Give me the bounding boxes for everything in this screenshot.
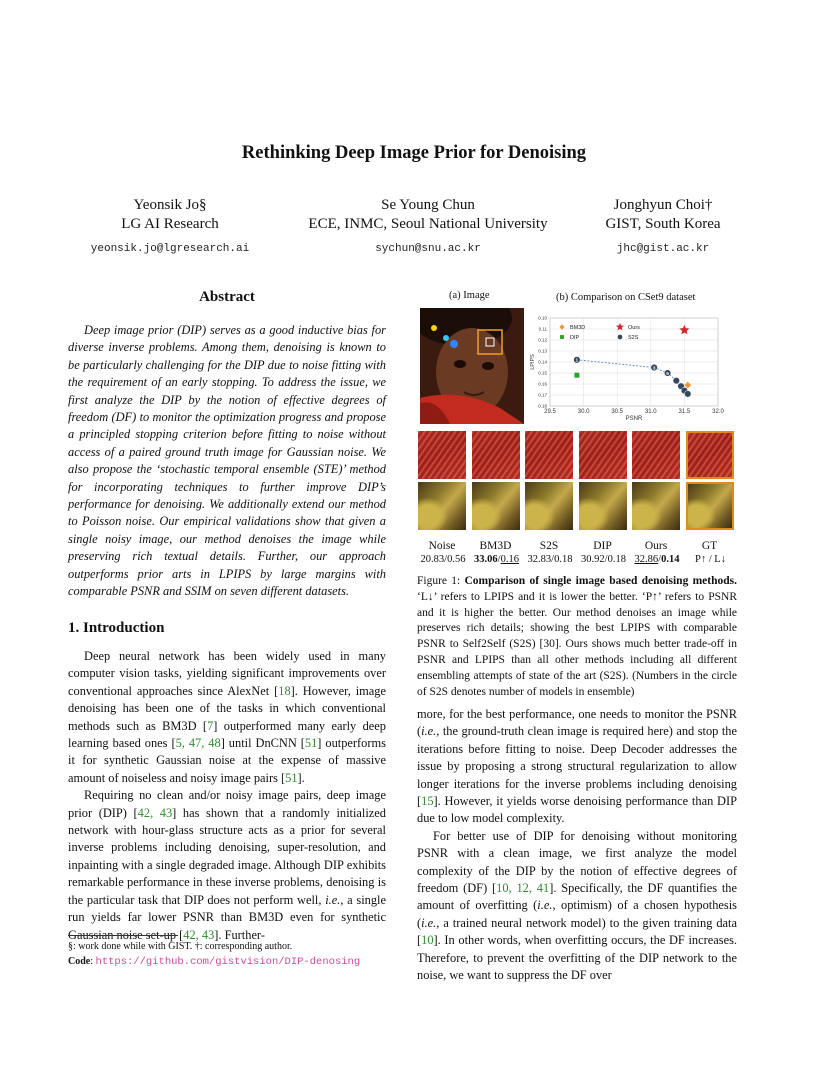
x-tick-label: 31.0 <box>644 409 657 415</box>
thumbnail-detail <box>418 482 466 530</box>
score-lpips: 0.14 <box>661 554 680 565</box>
thumbnail-detail <box>632 482 680 530</box>
s2s-point <box>673 377 680 384</box>
text-run: Deep neural network has been widely used in many computer vision tasks, yielding significant improvements over conventional approaches since AlexNet [ <box>68 649 386 698</box>
author-1-name: Yeonsik Jo§ <box>133 197 207 213</box>
text-run: Requiring no clean and/or noisy image pairs, deep image prior (DIP) [ <box>68 788 386 820</box>
citation-link[interactable]: 15 <box>421 794 434 809</box>
code-link[interactable]: https://github.com/gistvision/DIP-denosing <box>95 956 361 968</box>
text-run: i.e. <box>421 915 437 930</box>
code-label: Code <box>68 956 91 967</box>
figure-label-a: (a) Image <box>449 290 490 301</box>
right-paragraph-2 <box>417 828 737 985</box>
citation-link[interactable]: 18 <box>278 683 291 698</box>
citation-link[interactable]: 51 <box>285 770 298 785</box>
footnote-text: §: work done while with GIST. †: corresponding author. <box>68 941 293 952</box>
footnote: §: work done while with GIST. †: corresponding author. Code: https://github.com/gistvision/DIP-denosing <box>68 940 386 969</box>
intro-paragraph-2 <box>68 787 386 944</box>
y-tick-label: 0.16 <box>538 381 547 387</box>
citation-link[interactable]: 7 <box>207 718 214 733</box>
figure-label-b: (b) Comparison on CSet9 dataset <box>556 292 696 303</box>
text-run: , the ground-truth clean image is required here) and stop the iterations before fitting to noise. Deep Decoder addresses the issue by proposing a strong structural regularization to allow longer iterations for the inverse problems including denoising [ <box>417 724 737 809</box>
text-run: i.e. <box>537 898 553 913</box>
text-run: ]. However, image denoising has been one of the tasks in which conventional methods such as BM3D [ <box>68 683 386 733</box>
method-score: 20.83/0.56 <box>420 554 466 565</box>
text-run: ]. In other words, when overfitting occurs, the DF increases. Therefore, to prevent the overfitting of the DIP network to the noise, we want to suppress the DF over <box>417 933 737 983</box>
thumbnail-detail <box>472 482 520 530</box>
citation-link[interactable]: 42, 43 <box>137 805 173 820</box>
author-1-email[interactable]: yeonsik.jo@lgresearch.ai <box>90 243 250 255</box>
right-paragraph-1 <box>417 706 737 828</box>
text-run: ]. Specifically, the DF quantifies the amount of overfitting ( <box>417 881 737 913</box>
method-name: GT <box>701 540 718 552</box>
score-psnr: 33.06 <box>474 554 498 565</box>
author-2-email[interactable]: sychun@snu.ac.kr <box>375 243 481 255</box>
citation-link[interactable]: 10 <box>421 933 434 948</box>
x-axis-label: PSNR <box>625 416 643 422</box>
right-column-body <box>417 706 737 985</box>
x-tick-label: 30.5 <box>611 409 624 415</box>
y-axis-label: LPIPS <box>530 354 536 370</box>
text-run: ] outperformed many early deep learning based ones [ <box>68 718 386 751</box>
s2s-count-label: 1 <box>575 358 579 364</box>
y-tick-label: 0.10 <box>538 315 547 321</box>
legend-label: BM3D <box>570 325 586 331</box>
thumbnail-texture <box>579 431 627 479</box>
text-run: i.e. <box>325 892 341 907</box>
score-lpips: 0.16 <box>500 554 519 565</box>
method-name: Ours <box>644 540 668 552</box>
y-tick-label: 0.11 <box>538 326 547 332</box>
score-psnr: 32.86 <box>634 554 659 565</box>
intro-heading: 1. Introduction <box>68 620 165 636</box>
thumbnail-texture <box>632 431 680 479</box>
footnote-rule <box>68 935 178 936</box>
author-3-affil: GIST, South Korea <box>605 216 721 232</box>
method-name: BM3D <box>479 540 512 552</box>
y-tick-label: 0.13 <box>538 348 547 354</box>
author-2 <box>278 196 578 259</box>
citation-link[interactable]: 10, 12, 41 <box>496 881 550 896</box>
figure-caption <box>417 574 737 700</box>
method-score: P↑ / L↓ <box>695 554 726 565</box>
x-tick-label: 32.0 <box>712 409 724 415</box>
method-name: Noise <box>428 540 456 552</box>
method-name: DIP <box>593 540 612 552</box>
author-1 <box>70 196 270 259</box>
text-run: , a trained neural network model) to the given training data [ <box>417 915 737 948</box>
text-run: For better use of DIP for denoising without monitoring PSNR with a clean image, we first analyze the model complexity of the DIP by the notion of effective degrees of freedom (DF) [ <box>417 828 737 896</box>
text-run: ] has shown that a randomly initialized network with hour-glass structure acts as a prior for several inverse problems including denoising, super-resolution, and inpainting with a single degraded image. Although DIP exhibits remarkable performance in these inverse problems, denoising is the particular task that DIP does not perform well, <box>68 805 386 907</box>
text-run: ]. However, it yields worse denoising performance than DIP due to low model complexity. <box>417 794 737 826</box>
caption-text: ‘L↓’ refers to LPIPS and it is lower the better. ‘P↑’ refers to PSNR and it is higher the better. Our method denoises an image while preserves rich details; showing the best LPIPS with comparable PSNR to Self2Self (S2S) [30]. Ours shows much better trade-off in PSNR and LPIPS than all other methods including all different ensembling attempts of state of the art (S2S). (Numbers in the circle of S2S denotes number of models in ensemble) <box>417 590 737 698</box>
thumbnail-texture <box>525 431 573 479</box>
text-run: , optimism) of a chosen hypothesis ( <box>417 898 737 930</box>
thumbnail-detail <box>686 482 734 530</box>
comparison-chart <box>528 310 728 430</box>
thumbnail-detail <box>525 482 573 530</box>
y-tick-label: 0.12 <box>538 337 547 343</box>
citation-link[interactable]: 42, 43 <box>183 927 215 942</box>
y-tick-label: 0.14 <box>538 359 547 365</box>
text-run: ]. <box>297 770 305 785</box>
x-tick-label: 29.5 <box>544 409 556 415</box>
legend-label: S2S <box>628 335 639 341</box>
author-2-affil: ECE, INMC, Seoul National University <box>308 216 548 232</box>
text-run: ] until DnCNN [ <box>220 736 305 751</box>
abstract-heading: Abstract <box>199 289 255 305</box>
y-tick-label: 0.17 <box>538 392 547 398</box>
method-score: 32.83/0.18 <box>527 554 573 565</box>
caption-prefix: Figure 1: <box>417 575 465 587</box>
author-1-affil: LG AI Research <box>121 216 219 232</box>
method-name: S2S <box>539 540 559 552</box>
x-tick-label: 30.0 <box>577 409 590 415</box>
intro-body <box>68 648 386 944</box>
y-tick-label: 0.15 <box>538 370 547 376</box>
author-3-name: Jonghyun Choi† <box>613 197 713 213</box>
s2s-count-label: 3 <box>652 366 656 372</box>
child-photo-illustration <box>420 308 524 424</box>
comparison-chart-svg <box>528 310 728 430</box>
x-tick-label: 31.5 <box>678 409 691 415</box>
text-run: ]. Further- <box>214 927 265 942</box>
s2s-point <box>617 334 622 339</box>
citation-link[interactable]: 51 <box>304 736 318 751</box>
abstract-text: Deep image prior (DIP) serves as a good inductive bias for diverse inverse problems. Among them, denoising is known to be particularly challenging for the DIP due to noise fitting with the requirement of an early stopping. To address the issue, we first analyze the DIP by the notion of effective degrees of freedom (DF) to monitor the optimization progress and propose a principled stopping criterion before fitting to noise without access of a paired ground truth image for Gaussian noise. We also propose the ‘stochastic temporal ensemble (STE)’ method for incorporating techniques to further improve DIP’s performance for denoising. We additionally extend our method to Poisson noise. Our empirical validations show that given a single noisy image, our method denoises the image while preserving rich textual details. Further, our approach outperforms prior arts in LPIPS by large margins with comparable PSNR and SSIM on seven different datasets. <box>68 323 386 599</box>
text-run: more, for the best performance, one needs to monitor the PSNR ( <box>417 707 737 739</box>
score-sep: / <box>497 554 501 565</box>
score-sep: / <box>658 554 662 565</box>
figure-image-a <box>420 308 524 424</box>
author-2-name: Se Young Chun <box>381 197 475 213</box>
paper-title: Rethinking Deep Image Prior for Denoising <box>241 143 587 163</box>
author-3-email[interactable]: jhc@gist.ac.kr <box>616 243 710 255</box>
text-run: i.e. <box>421 724 437 739</box>
abstract-body <box>68 322 386 601</box>
intro-paragraph-1 <box>68 648 386 787</box>
text-run: , a single run yields far lower PSNR than BM3D even for synthetic Gaussian noise set-up [ <box>68 892 386 942</box>
citation-link[interactable]: 5, 47, 48 <box>175 736 221 751</box>
thumbnail-detail <box>579 482 627 530</box>
method-score: 30.92/0.18 <box>581 554 626 565</box>
author-3 <box>573 196 753 259</box>
legend-label: Ours <box>628 325 640 331</box>
legend-label: DIP <box>570 335 580 341</box>
s2s-point <box>684 391 691 398</box>
caption-bold: Comparison of single image based denoising methods. <box>464 575 737 587</box>
text-run: ] outperforms it for synthetic Gaussian noise at the expense of massive amount of noiseless and noisy image pairs [ <box>68 736 386 785</box>
thumbnail-texture <box>472 431 520 479</box>
dip-point <box>574 373 579 378</box>
y-tick-label: 0.18 <box>538 403 547 409</box>
thumbnail-texture <box>686 431 734 479</box>
s2s-count-label: 5 <box>666 371 669 377</box>
dip-point <box>560 335 564 339</box>
thumbnail-texture <box>418 431 466 479</box>
